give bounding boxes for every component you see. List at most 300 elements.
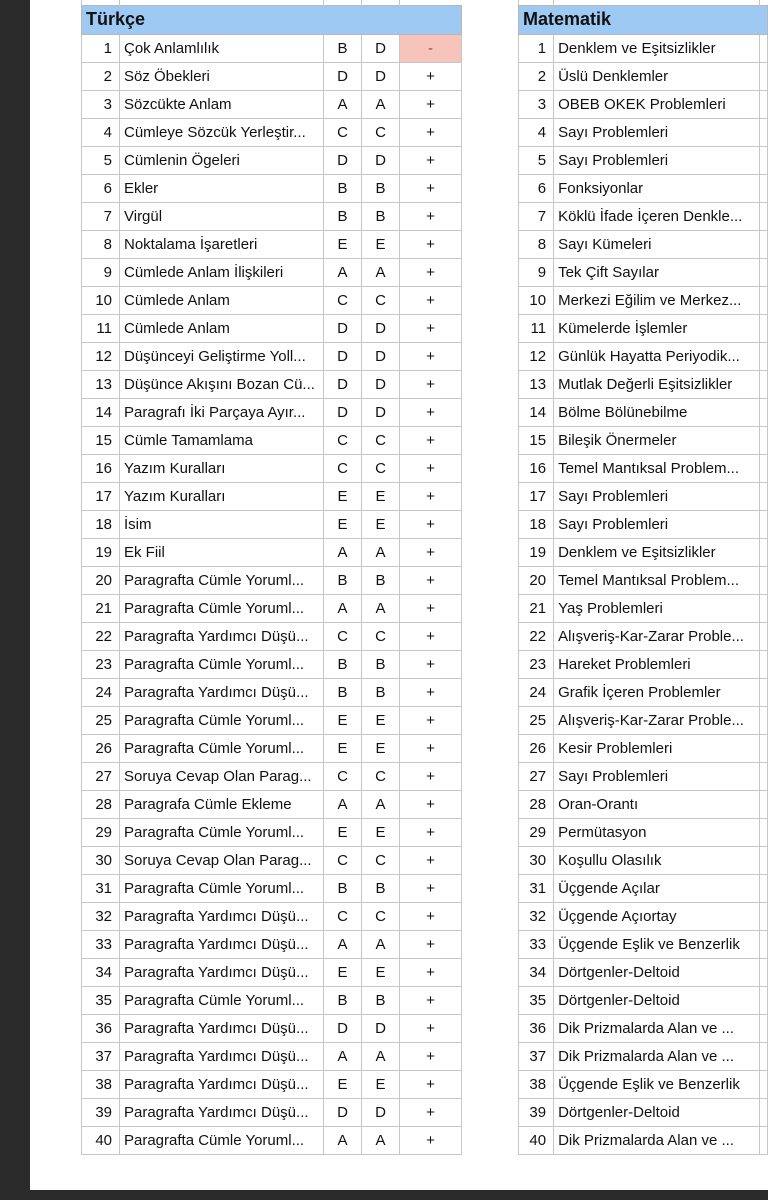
- question-number-cell[interactable]: 31: [82, 874, 120, 902]
- result-cell[interactable]: +: [400, 874, 462, 902]
- question-number-cell[interactable]: 6: [82, 174, 120, 202]
- clipped-cell[interactable]: [759, 594, 767, 622]
- result-cell[interactable]: +: [400, 902, 462, 930]
- question-number-cell[interactable]: 17: [82, 482, 120, 510]
- student-answer-cell[interactable]: B: [362, 650, 400, 678]
- clipped-cell[interactable]: [759, 1098, 767, 1126]
- answer-key-cell[interactable]: B: [324, 174, 362, 202]
- question-number-cell[interactable]: 28: [519, 790, 554, 818]
- result-cell[interactable]: +: [400, 790, 462, 818]
- topic-cell[interactable]: Bileşik Önermeler: [554, 426, 760, 454]
- question-number-cell[interactable]: 39: [82, 1098, 120, 1126]
- clipped-cell[interactable]: [759, 734, 767, 762]
- result-cell[interactable]: +: [400, 146, 462, 174]
- student-answer-cell[interactable]: A: [362, 930, 400, 958]
- student-answer-cell[interactable]: D: [362, 1098, 400, 1126]
- student-answer-cell[interactable]: C: [362, 454, 400, 482]
- topic-cell[interactable]: Paragrafta Yardımcı Düşü...: [120, 1042, 324, 1070]
- clipped-cell[interactable]: [759, 846, 767, 874]
- result-cell[interactable]: +: [400, 454, 462, 482]
- topic-cell[interactable]: Mutlak Değerli Eşitsizlikler: [554, 370, 760, 398]
- question-number-cell[interactable]: 15: [519, 426, 554, 454]
- topic-cell[interactable]: Noktalama İşaretleri: [120, 230, 324, 258]
- topic-cell[interactable]: Temel Mantıksal Problem...: [554, 566, 760, 594]
- question-number-cell[interactable]: 17: [519, 482, 554, 510]
- question-number-cell[interactable]: 16: [82, 454, 120, 482]
- student-answer-cell[interactable]: A: [362, 538, 400, 566]
- student-answer-cell[interactable]: C: [362, 902, 400, 930]
- topic-cell[interactable]: Düşünceyi Geliştirme Yoll...: [120, 342, 324, 370]
- question-number-cell[interactable]: 4: [82, 118, 120, 146]
- result-cell[interactable]: +: [400, 230, 462, 258]
- topic-cell[interactable]: Sayı Problemleri: [554, 146, 760, 174]
- student-answer-cell[interactable]: E: [362, 958, 400, 986]
- answer-key-cell[interactable]: D: [324, 1014, 362, 1042]
- topic-cell[interactable]: Paragrafta Cümle Yoruml...: [120, 650, 324, 678]
- result-cell[interactable]: +: [400, 986, 462, 1014]
- topic-cell[interactable]: Paragrafta Cümle Yoruml...: [120, 874, 324, 902]
- clipped-cell[interactable]: [759, 930, 767, 958]
- topic-cell[interactable]: Dik Prizmalarda Alan ve ...: [554, 1126, 760, 1154]
- answer-key-cell[interactable]: C: [324, 902, 362, 930]
- question-number-cell[interactable]: 40: [82, 1126, 120, 1154]
- clipped-cell[interactable]: [759, 230, 767, 258]
- topic-cell[interactable]: Paragrafta Cümle Yoruml...: [120, 706, 324, 734]
- answer-key-cell[interactable]: D: [324, 1098, 362, 1126]
- student-answer-cell[interactable]: A: [362, 1126, 400, 1154]
- clipped-cell[interactable]: [759, 874, 767, 902]
- question-number-cell[interactable]: 38: [82, 1070, 120, 1098]
- question-number-cell[interactable]: 30: [82, 846, 120, 874]
- topic-cell[interactable]: Paragrafta Cümle Yoruml...: [120, 594, 324, 622]
- question-number-cell[interactable]: 33: [82, 930, 120, 958]
- result-cell[interactable]: +: [400, 482, 462, 510]
- topic-cell[interactable]: Sözcükte Anlam: [120, 90, 324, 118]
- answer-key-cell[interactable]: C: [324, 454, 362, 482]
- topic-cell[interactable]: Paragrafta Cümle Yoruml...: [120, 986, 324, 1014]
- matematik-header[interactable]: Matematik: [519, 5, 768, 34]
- question-number-cell[interactable]: 27: [82, 762, 120, 790]
- question-number-cell[interactable]: 14: [519, 398, 554, 426]
- result-cell[interactable]: +: [400, 762, 462, 790]
- clipped-cell[interactable]: [759, 818, 767, 846]
- question-number-cell[interactable]: 7: [519, 202, 554, 230]
- question-number-cell[interactable]: 3: [519, 90, 554, 118]
- question-number-cell[interactable]: 1: [519, 34, 554, 62]
- topic-cell[interactable]: Düşünce Akışını Bozan Cü...: [120, 370, 324, 398]
- question-number-cell[interactable]: 29: [519, 818, 554, 846]
- student-answer-cell[interactable]: E: [362, 230, 400, 258]
- question-number-cell[interactable]: 39: [519, 1098, 554, 1126]
- answer-key-cell[interactable]: A: [324, 1042, 362, 1070]
- clipped-cell[interactable]: [759, 1042, 767, 1070]
- topic-cell[interactable]: Denklem ve Eşitsizlikler: [554, 34, 760, 62]
- topic-cell[interactable]: Paragrafta Yardımcı Düşü...: [120, 958, 324, 986]
- clipped-cell[interactable]: [759, 286, 767, 314]
- topic-cell[interactable]: Üçgende Eşlik ve Benzerlik: [554, 1070, 760, 1098]
- clipped-cell[interactable]: [759, 398, 767, 426]
- question-number-cell[interactable]: 12: [519, 342, 554, 370]
- topic-cell[interactable]: Paragrafta Yardımcı Düşü...: [120, 1014, 324, 1042]
- answer-key-cell[interactable]: E: [324, 482, 362, 510]
- result-cell[interactable]: +: [400, 734, 462, 762]
- topic-cell[interactable]: Üslü Denklemler: [554, 62, 760, 90]
- clipped-cell[interactable]: [759, 34, 767, 62]
- topic-cell[interactable]: Permütasyon: [554, 818, 760, 846]
- result-cell[interactable]: +: [400, 342, 462, 370]
- result-cell[interactable]: +: [400, 1042, 462, 1070]
- topic-cell[interactable]: Paragrafta Yardımcı Düşü...: [120, 1070, 324, 1098]
- answer-key-cell[interactable]: A: [324, 258, 362, 286]
- topic-cell[interactable]: Paragrafta Yardımcı Düşü...: [120, 678, 324, 706]
- result-cell[interactable]: +: [400, 818, 462, 846]
- topic-cell[interactable]: Merkezi Eğilim ve Merkez...: [554, 286, 760, 314]
- topic-cell[interactable]: Oran-Orantı: [554, 790, 760, 818]
- clipped-cell[interactable]: [759, 538, 767, 566]
- student-answer-cell[interactable]: E: [362, 482, 400, 510]
- topic-cell[interactable]: Paragrafta Yardımcı Düşü...: [120, 622, 324, 650]
- result-cell[interactable]: +: [400, 930, 462, 958]
- topic-cell[interactable]: Kesir Problemleri: [554, 734, 760, 762]
- question-number-cell[interactable]: 13: [82, 370, 120, 398]
- student-answer-cell[interactable]: D: [362, 314, 400, 342]
- student-answer-cell[interactable]: E: [362, 818, 400, 846]
- topic-cell[interactable]: OBEB OKEK Problemleri: [554, 90, 760, 118]
- clipped-cell[interactable]: [759, 902, 767, 930]
- question-number-cell[interactable]: 40: [519, 1126, 554, 1154]
- topic-cell[interactable]: Paragrafa Cümle Ekleme: [120, 790, 324, 818]
- answer-key-cell[interactable]: C: [324, 426, 362, 454]
- result-cell[interactable]: +: [400, 566, 462, 594]
- result-cell[interactable]: +: [400, 62, 462, 90]
- result-cell[interactable]: +: [400, 958, 462, 986]
- topic-cell[interactable]: Soruya Cevap Olan Parag...: [120, 762, 324, 790]
- question-number-cell[interactable]: 35: [519, 986, 554, 1014]
- topic-cell[interactable]: Soruya Cevap Olan Parag...: [120, 846, 324, 874]
- topic-cell[interactable]: Tek Çift Sayılar: [554, 258, 760, 286]
- question-number-cell[interactable]: 18: [519, 510, 554, 538]
- question-number-cell[interactable]: 35: [82, 986, 120, 1014]
- topic-cell[interactable]: Sayı Problemleri: [554, 510, 760, 538]
- result-cell[interactable]: +: [400, 1098, 462, 1126]
- result-cell[interactable]: +: [400, 202, 462, 230]
- question-number-cell[interactable]: 25: [82, 706, 120, 734]
- topic-cell[interactable]: Üçgende Eşlik ve Benzerlik: [554, 930, 760, 958]
- topic-cell[interactable]: Cümlede Anlam İlişkileri: [120, 258, 324, 286]
- student-answer-cell[interactable]: C: [362, 286, 400, 314]
- answer-key-cell[interactable]: C: [324, 622, 362, 650]
- topic-cell[interactable]: Paragrafta Cümle Yoruml...: [120, 818, 324, 846]
- answer-key-cell[interactable]: C: [324, 846, 362, 874]
- topic-cell[interactable]: Yaş Problemleri: [554, 594, 760, 622]
- topic-cell[interactable]: Günlük Hayatta Periyodik...: [554, 342, 760, 370]
- result-cell[interactable]: +: [400, 118, 462, 146]
- topic-cell[interactable]: Dik Prizmalarda Alan ve ...: [554, 1042, 760, 1070]
- topic-cell[interactable]: Paragrafı İki Parçaya Ayır...: [120, 398, 324, 426]
- student-answer-cell[interactable]: E: [362, 1070, 400, 1098]
- topic-cell[interactable]: Alışveriş-Kar-Zarar Proble...: [554, 622, 760, 650]
- answer-key-cell[interactable]: B: [324, 678, 362, 706]
- clipped-cell[interactable]: [759, 706, 767, 734]
- student-answer-cell[interactable]: E: [362, 510, 400, 538]
- clipped-cell[interactable]: [759, 202, 767, 230]
- answer-key-cell[interactable]: E: [324, 958, 362, 986]
- student-answer-cell[interactable]: B: [362, 174, 400, 202]
- student-answer-cell[interactable]: B: [362, 566, 400, 594]
- question-number-cell[interactable]: 10: [519, 286, 554, 314]
- result-cell[interactable]: +: [400, 286, 462, 314]
- question-number-cell[interactable]: 13: [519, 370, 554, 398]
- clipped-cell[interactable]: [759, 1014, 767, 1042]
- clipped-cell[interactable]: [759, 90, 767, 118]
- question-number-cell[interactable]: 19: [519, 538, 554, 566]
- answer-key-cell[interactable]: D: [324, 314, 362, 342]
- answer-key-cell[interactable]: B: [324, 566, 362, 594]
- question-number-cell[interactable]: 12: [82, 342, 120, 370]
- question-number-cell[interactable]: 2: [519, 62, 554, 90]
- answer-key-cell[interactable]: A: [324, 594, 362, 622]
- student-answer-cell[interactable]: D: [362, 342, 400, 370]
- result-cell[interactable]: +: [400, 314, 462, 342]
- answer-key-cell[interactable]: A: [324, 930, 362, 958]
- question-number-cell[interactable]: 36: [519, 1014, 554, 1042]
- result-cell[interactable]: +: [400, 846, 462, 874]
- clipped-cell[interactable]: [759, 1126, 767, 1154]
- clipped-cell[interactable]: [759, 426, 767, 454]
- result-cell[interactable]: +: [400, 426, 462, 454]
- topic-cell[interactable]: Dörtgenler-Deltoid: [554, 1098, 760, 1126]
- topic-cell[interactable]: Fonksiyonlar: [554, 174, 760, 202]
- question-number-cell[interactable]: 8: [519, 230, 554, 258]
- topic-cell[interactable]: Üçgende Açılar: [554, 874, 760, 902]
- question-number-cell[interactable]: 8: [82, 230, 120, 258]
- topic-cell[interactable]: Koşullu Olasılık: [554, 846, 760, 874]
- topic-cell[interactable]: Cümle Tamamlama: [120, 426, 324, 454]
- question-number-cell[interactable]: 11: [519, 314, 554, 342]
- question-number-cell[interactable]: 16: [519, 454, 554, 482]
- clipped-cell[interactable]: [759, 62, 767, 90]
- answer-key-cell[interactable]: B: [324, 986, 362, 1014]
- topic-cell[interactable]: Ek Fiil: [120, 538, 324, 566]
- topic-cell[interactable]: Sayı Kümeleri: [554, 230, 760, 258]
- student-answer-cell[interactable]: B: [362, 986, 400, 1014]
- result-cell[interactable]: +: [400, 594, 462, 622]
- question-number-cell[interactable]: 22: [82, 622, 120, 650]
- answer-key-cell[interactable]: A: [324, 1126, 362, 1154]
- topic-cell[interactable]: Dik Prizmalarda Alan ve ...: [554, 1014, 760, 1042]
- result-cell[interactable]: +: [400, 90, 462, 118]
- question-number-cell[interactable]: 10: [82, 286, 120, 314]
- clipped-cell[interactable]: [759, 146, 767, 174]
- topic-cell[interactable]: Sayı Problemleri: [554, 482, 760, 510]
- topic-cell[interactable]: Üçgende Açıortay: [554, 902, 760, 930]
- student-answer-cell[interactable]: C: [362, 762, 400, 790]
- topic-cell[interactable]: Paragrafta Cümle Yoruml...: [120, 566, 324, 594]
- student-answer-cell[interactable]: C: [362, 846, 400, 874]
- student-answer-cell[interactable]: C: [362, 622, 400, 650]
- topic-cell[interactable]: Alışveriş-Kar-Zarar Proble...: [554, 706, 760, 734]
- clipped-cell[interactable]: [759, 314, 767, 342]
- answer-key-cell[interactable]: E: [324, 818, 362, 846]
- question-number-cell[interactable]: 4: [519, 118, 554, 146]
- result-cell[interactable]: +: [400, 678, 462, 706]
- clipped-cell[interactable]: [759, 258, 767, 286]
- topic-cell[interactable]: Dörtgenler-Deltoid: [554, 958, 760, 986]
- turkce-header[interactable]: Türkçe: [82, 5, 462, 34]
- question-number-cell[interactable]: 24: [519, 678, 554, 706]
- topic-cell[interactable]: Paragrafta Cümle Yoruml...: [120, 734, 324, 762]
- question-number-cell[interactable]: 15: [82, 426, 120, 454]
- question-number-cell[interactable]: 36: [82, 1014, 120, 1042]
- question-number-cell[interactable]: 25: [519, 706, 554, 734]
- student-answer-cell[interactable]: D: [362, 1014, 400, 1042]
- topic-cell[interactable]: Temel Mantıksal Problem...: [554, 454, 760, 482]
- question-number-cell[interactable]: 5: [82, 146, 120, 174]
- student-answer-cell[interactable]: B: [362, 202, 400, 230]
- student-answer-cell[interactable]: A: [362, 1042, 400, 1070]
- result-cell[interactable]: +: [400, 538, 462, 566]
- question-number-cell[interactable]: 28: [82, 790, 120, 818]
- topic-cell[interactable]: Cümleye Sözcük Yerleştir...: [120, 118, 324, 146]
- student-answer-cell[interactable]: D: [362, 62, 400, 90]
- question-number-cell[interactable]: 34: [519, 958, 554, 986]
- question-number-cell[interactable]: 21: [519, 594, 554, 622]
- clipped-cell[interactable]: [759, 1070, 767, 1098]
- answer-key-cell[interactable]: D: [324, 62, 362, 90]
- topic-cell[interactable]: Köklü İfade İçeren Denkle...: [554, 202, 760, 230]
- answer-key-cell[interactable]: B: [324, 202, 362, 230]
- result-cell[interactable]: +: [400, 370, 462, 398]
- result-cell[interactable]: +: [400, 1126, 462, 1154]
- question-number-cell[interactable]: 32: [519, 902, 554, 930]
- question-number-cell[interactable]: 19: [82, 538, 120, 566]
- question-number-cell[interactable]: 27: [519, 762, 554, 790]
- result-cell[interactable]: +: [400, 706, 462, 734]
- question-number-cell[interactable]: 21: [82, 594, 120, 622]
- question-number-cell[interactable]: 14: [82, 398, 120, 426]
- clipped-cell[interactable]: [759, 174, 767, 202]
- student-answer-cell[interactable]: A: [362, 258, 400, 286]
- answer-key-cell[interactable]: E: [324, 734, 362, 762]
- topic-cell[interactable]: Yazım Kuralları: [120, 482, 324, 510]
- clipped-cell[interactable]: [759, 650, 767, 678]
- answer-key-cell[interactable]: D: [324, 370, 362, 398]
- answer-key-cell[interactable]: D: [324, 342, 362, 370]
- result-cell[interactable]: +: [400, 1070, 462, 1098]
- clipped-cell[interactable]: [759, 482, 767, 510]
- question-number-cell[interactable]: 20: [82, 566, 120, 594]
- answer-key-cell[interactable]: C: [324, 118, 362, 146]
- topic-cell[interactable]: Paragrafta Yardımcı Düşü...: [120, 902, 324, 930]
- result-cell[interactable]: +: [400, 174, 462, 202]
- question-number-cell[interactable]: 29: [82, 818, 120, 846]
- question-number-cell[interactable]: 26: [519, 734, 554, 762]
- student-answer-cell[interactable]: D: [362, 398, 400, 426]
- student-answer-cell[interactable]: D: [362, 34, 400, 62]
- answer-key-cell[interactable]: B: [324, 650, 362, 678]
- question-number-cell[interactable]: 1: [82, 34, 120, 62]
- student-answer-cell[interactable]: D: [362, 370, 400, 398]
- question-number-cell[interactable]: 34: [82, 958, 120, 986]
- student-answer-cell[interactable]: A: [362, 594, 400, 622]
- result-cell[interactable]: +: [400, 258, 462, 286]
- result-cell[interactable]: -: [400, 34, 462, 62]
- clipped-cell[interactable]: [759, 986, 767, 1014]
- answer-key-cell[interactable]: E: [324, 706, 362, 734]
- question-number-cell[interactable]: 20: [519, 566, 554, 594]
- student-answer-cell[interactable]: C: [362, 426, 400, 454]
- topic-cell[interactable]: Paragrafta Yardımcı Düşü...: [120, 1098, 324, 1126]
- result-cell[interactable]: +: [400, 1014, 462, 1042]
- question-number-cell[interactable]: 38: [519, 1070, 554, 1098]
- clipped-cell[interactable]: [759, 342, 767, 370]
- student-answer-cell[interactable]: D: [362, 146, 400, 174]
- clipped-cell[interactable]: [759, 622, 767, 650]
- topic-cell[interactable]: Dörtgenler-Deltoid: [554, 986, 760, 1014]
- question-number-cell[interactable]: 23: [519, 650, 554, 678]
- result-cell[interactable]: +: [400, 510, 462, 538]
- question-number-cell[interactable]: 18: [82, 510, 120, 538]
- question-number-cell[interactable]: 22: [519, 622, 554, 650]
- question-number-cell[interactable]: 2: [82, 62, 120, 90]
- answer-key-cell[interactable]: B: [324, 34, 362, 62]
- answer-key-cell[interactable]: D: [324, 398, 362, 426]
- topic-cell[interactable]: Denklem ve Eşitsizlikler: [554, 538, 760, 566]
- question-number-cell[interactable]: 30: [519, 846, 554, 874]
- question-number-cell[interactable]: 7: [82, 202, 120, 230]
- answer-key-cell[interactable]: E: [324, 230, 362, 258]
- topic-cell[interactable]: Ekler: [120, 174, 324, 202]
- answer-key-cell[interactable]: A: [324, 538, 362, 566]
- student-answer-cell[interactable]: A: [362, 790, 400, 818]
- topic-cell[interactable]: Cümlede Anlam: [120, 286, 324, 314]
- question-number-cell[interactable]: 32: [82, 902, 120, 930]
- answer-key-cell[interactable]: E: [324, 510, 362, 538]
- question-number-cell[interactable]: 6: [519, 174, 554, 202]
- topic-cell[interactable]: Virgül: [120, 202, 324, 230]
- clipped-cell[interactable]: [759, 510, 767, 538]
- topic-cell[interactable]: Grafik İçeren Problemler: [554, 678, 760, 706]
- question-number-cell[interactable]: 11: [82, 314, 120, 342]
- question-number-cell[interactable]: 37: [519, 1042, 554, 1070]
- topic-cell[interactable]: Paragrafta Yardımcı Düşü...: [120, 930, 324, 958]
- student-answer-cell[interactable]: E: [362, 706, 400, 734]
- topic-cell[interactable]: Yazım Kuralları: [120, 454, 324, 482]
- question-number-cell[interactable]: 24: [82, 678, 120, 706]
- answer-key-cell[interactable]: C: [324, 286, 362, 314]
- topic-cell[interactable]: Paragrafta Cümle Yoruml...: [120, 1126, 324, 1154]
- answer-key-cell[interactable]: C: [324, 762, 362, 790]
- topic-cell[interactable]: Cümlenin Ögeleri: [120, 146, 324, 174]
- topic-cell[interactable]: İsim: [120, 510, 324, 538]
- topic-cell[interactable]: Sayı Problemleri: [554, 118, 760, 146]
- question-number-cell[interactable]: 5: [519, 146, 554, 174]
- student-answer-cell[interactable]: E: [362, 734, 400, 762]
- result-cell[interactable]: +: [400, 622, 462, 650]
- question-number-cell[interactable]: 23: [82, 650, 120, 678]
- topic-cell[interactable]: Hareket Problemleri: [554, 650, 760, 678]
- question-number-cell[interactable]: 9: [82, 258, 120, 286]
- question-number-cell[interactable]: 31: [519, 874, 554, 902]
- clipped-cell[interactable]: [759, 958, 767, 986]
- student-answer-cell[interactable]: A: [362, 90, 400, 118]
- question-number-cell[interactable]: 37: [82, 1042, 120, 1070]
- topic-cell[interactable]: Söz Öbekleri: [120, 62, 324, 90]
- question-number-cell[interactable]: 3: [82, 90, 120, 118]
- result-cell[interactable]: +: [400, 650, 462, 678]
- answer-key-cell[interactable]: B: [324, 874, 362, 902]
- topic-cell[interactable]: Sayı Problemleri: [554, 762, 760, 790]
